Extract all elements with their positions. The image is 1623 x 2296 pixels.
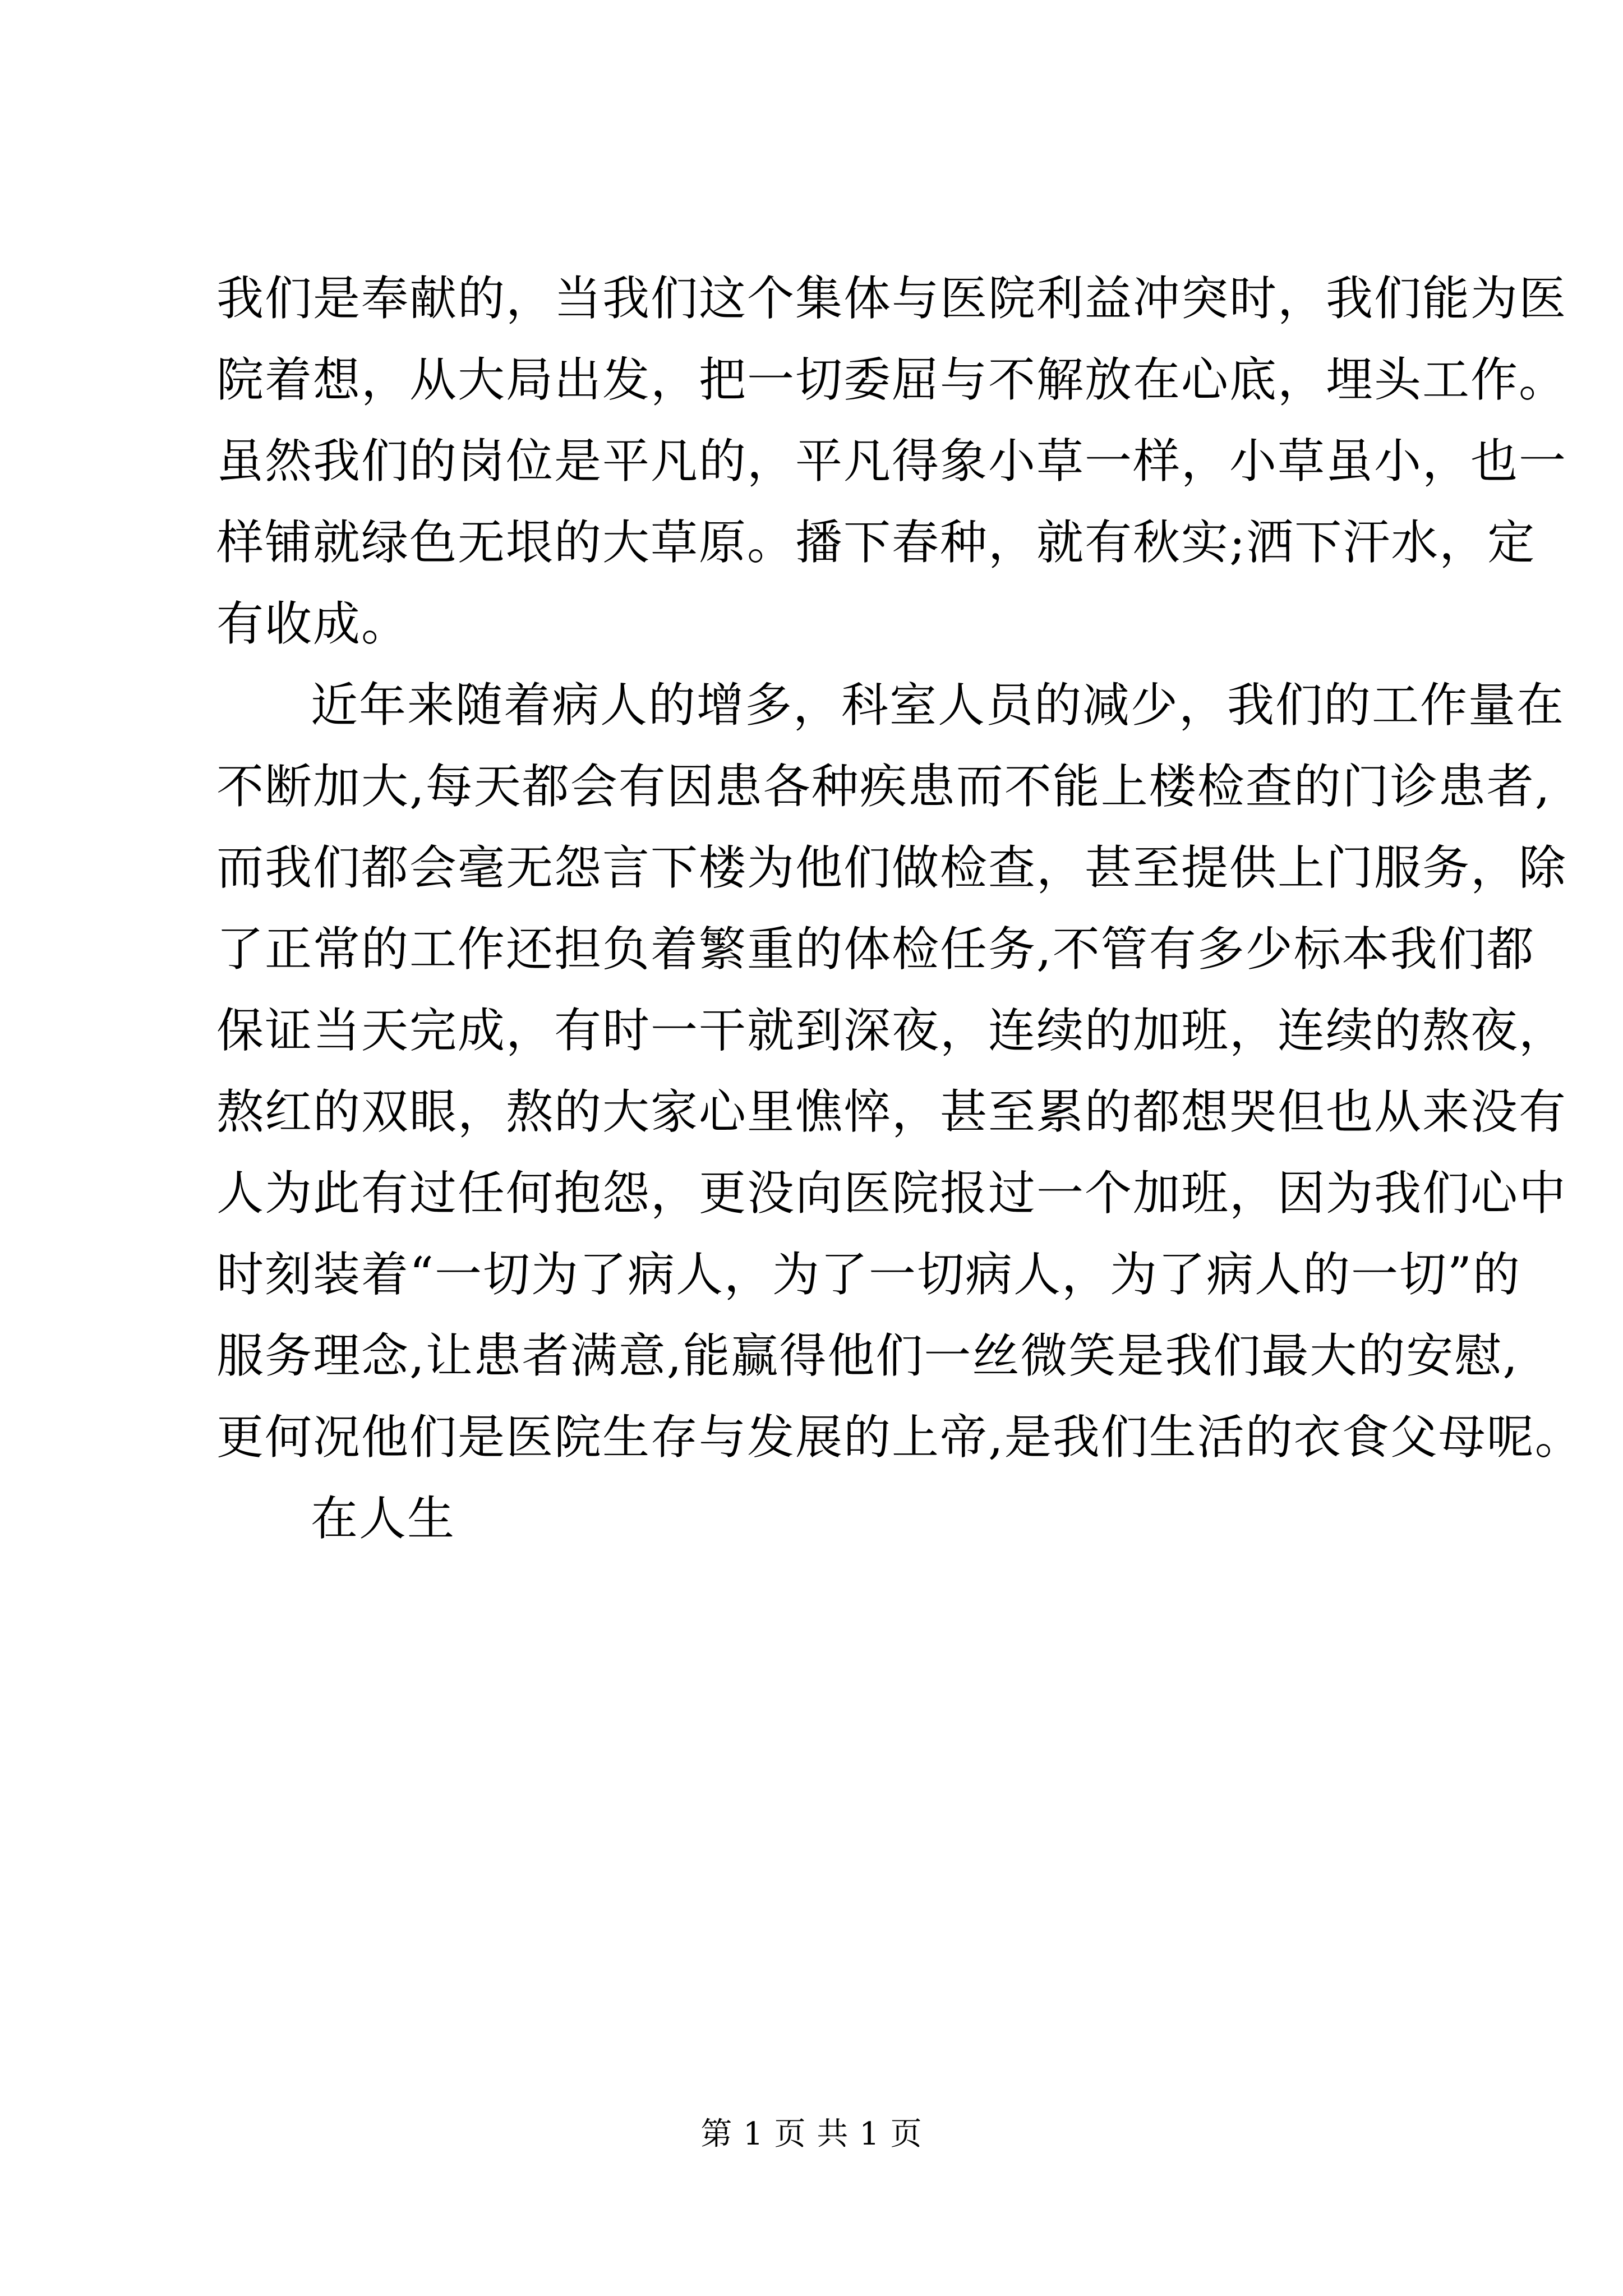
text-line: 了正常的工作还担负着繁重的体检任务,不管有多少标本我们都 [216,922,1535,977]
text-line: 不断加大,每天都会有因患各种疾患而不能上楼检查的门诊患者, [216,759,1551,814]
text-line: 虽然我们的岗位是平凡的，平凡得象小草一样，小草虽小，也一 [216,434,1567,489]
text-line: 我们是奉献的，当我们这个集体与医院利益冲突时，我们能为医 [216,271,1567,326]
document-body [216,258,1583,1559]
text-line: 更何况他们是医院生存与发展的上帝,是我们生活的衣食父母呢。 [216,1410,1583,1465]
text-line: 在人生 [311,1491,456,1546]
text-line: 近年来随着病人的增多，科室人员的减少，我们的工作量在 [311,678,1565,733]
text-line: 人为此有过任何抱怨，更没向医院报过一个加班，因为我们心中 [216,1166,1567,1221]
paragraph-2 [216,665,1583,1478]
paragraph-3 [216,1478,1408,1559]
text-line: 保证当天完成，有时一干就到深夜，连续的加班，连续的熬夜， [216,1003,1567,1058]
text-line: 服务理念,让患者满意,能赢得他们一丝微笑是我们最大的安慰, [216,1328,1519,1383]
page-footer [0,2115,1623,2154]
text-line: 有收成。 [216,596,410,651]
text-line: 院着想，从大局出发，把一切委屈与不解放在心底，埋头工作。 [216,352,1567,407]
text-line: 样铺就绿色无垠的大草原。播下春种，就有秋实;洒下汗水，定 [216,515,1536,570]
paragraph-1 [216,258,1567,665]
text-line: 时刻装着“一切为了病人，为了一切病人，为了病人的一切”的 [216,1247,1521,1302]
page-number-label: 第 1 页 共 1 页 [700,2116,923,2152]
text-line: 而我们都会毫无怨言下楼为他们做检查，甚至提供上门服务，除 [216,840,1567,895]
text-line: 熬红的双眼，熬的大家心里憔悴，甚至累的都想哭但也从来没有 [216,1084,1567,1139]
